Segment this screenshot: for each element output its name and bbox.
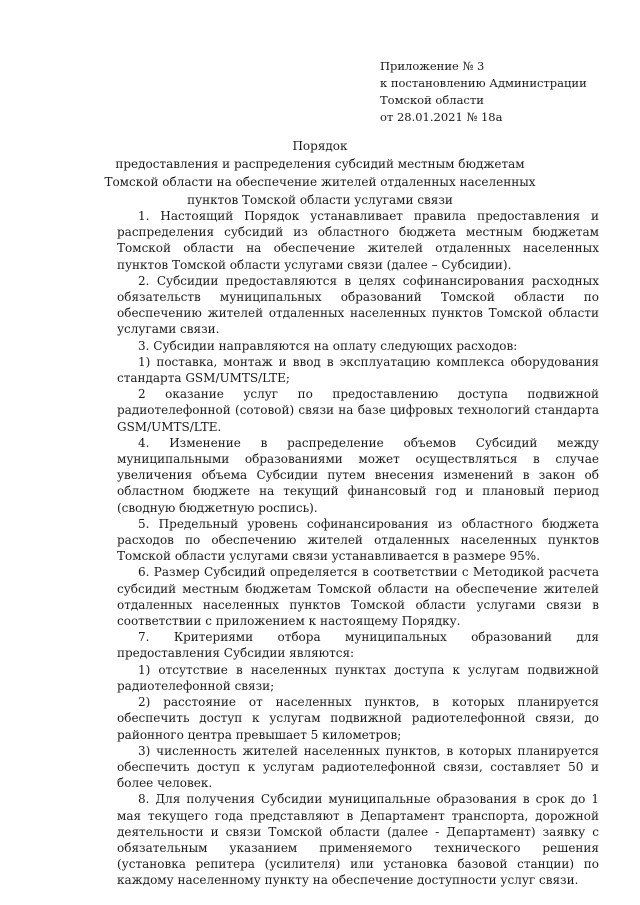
document-body	[117, 208, 599, 889]
appendix-header	[380, 58, 620, 126]
paragraph-8: 8. Для получения Субсидии муниципальные образования в срок до 1 мая текущего года представляют в Департамент транспорта, дорожной деятельности и связи Томской области (далее - Департамент) заявку с обязательным указанием применяемого технического решения (установка репитера (усилителя) или установка базовой станции) по каждому населенному пункту на обеспечение доступности услуг связи.	[117, 792, 599, 888]
title-line: пунктов Томской области услугами связи	[187, 193, 453, 207]
document-title	[100, 137, 540, 209]
paragraph-7: 7. Критериями отбора муниципальных образований для предоставления Субсидии являются:	[117, 630, 599, 661]
paragraph-7-item-1: 1) отсутствие в населенных пунктах доступа к услугам подвижной радиотелефонной связи;	[117, 662, 599, 693]
paragraph-4: 4. Изменение в распределение объемов Субсидий между муниципальными образованиями может осуществляться в случае увеличения объема Субсидии путем внесения изменений в закон об областном бюджете на текущий финансовый год и плановый период (сводную бюджетную роспись).	[117, 435, 599, 515]
paragraph-5: 5. Предельный уровень софинансирования из областного бюджета расходов по обеспечению жителей отдаленных населенных пунктов Томской области услугами связи устанавливается в размере 95%.	[117, 516, 599, 564]
title-heading: Порядок	[292, 139, 348, 153]
appendix-region: Томской области	[380, 93, 484, 107]
title-line: предоставления и распределения субсидий местным бюджетам	[115, 157, 525, 171]
paragraph-7-item-2: 2) расстояние от населенных пунктов, в которых планируется обеспечить доступ к услугам подвижной радиотелефонной связи, до районного центра превышает 5 километров;	[117, 695, 599, 742]
appendix-date: от 28.01.2021 № 18а	[380, 110, 503, 124]
title-line: Томской области на обеспечение жителей отдаленных населенных	[104, 175, 536, 189]
paragraph-6: 6. Размер Субсидий определяется в соответствии с Методикой расчета субсидий местным бюджетам Томской области на обеспечение жителей отдаленных населенных пунктов Томской области услугами связи в соответствии с приложением к настоящему Порядку.	[117, 565, 599, 629]
paragraph-3-item-2: 2 оказание услуг по предоставлению доступа подвижной радиотелефонной (сотовой) связи на базе цифровых технологий стандарта GSM/UMTS/LTE.	[117, 387, 599, 434]
appendix-number: Приложение № 3	[380, 59, 485, 73]
paragraph-1: 1. Настоящий Порядок устанавливает правила предоставления и распределения субсидий из областного бюджета местным бюджетам Томской области на обеспечение жителей отдаленных населенных пунктов Томской области услугами связи (далее – Субсидии).	[117, 209, 599, 272]
paragraph-3: 3. Субсидии направляются на оплату следующих расходов:	[138, 338, 518, 353]
appendix-reference: к постановлению Администрации	[380, 76, 587, 90]
paragraph-7-item-3: 3) численность жителей населенных пунктов, в которых планируется обеспечить доступ к услугам радиотелефонной связи, составляет 50 и более человек.	[117, 743, 599, 791]
paragraph-3-item-1: 1) поставка, монтаж и ввод в эксплуатацию комплекса оборудования стандарта GSM/UMTS/LTE;	[117, 354, 599, 386]
paragraph-2: 2. Субсидии предоставляются в целях софинансирования расходных обязательств муниципальных образований Томской области по обеспечению жителей отдаленных населенных пунктов Томской области услугами связи.	[117, 273, 599, 337]
